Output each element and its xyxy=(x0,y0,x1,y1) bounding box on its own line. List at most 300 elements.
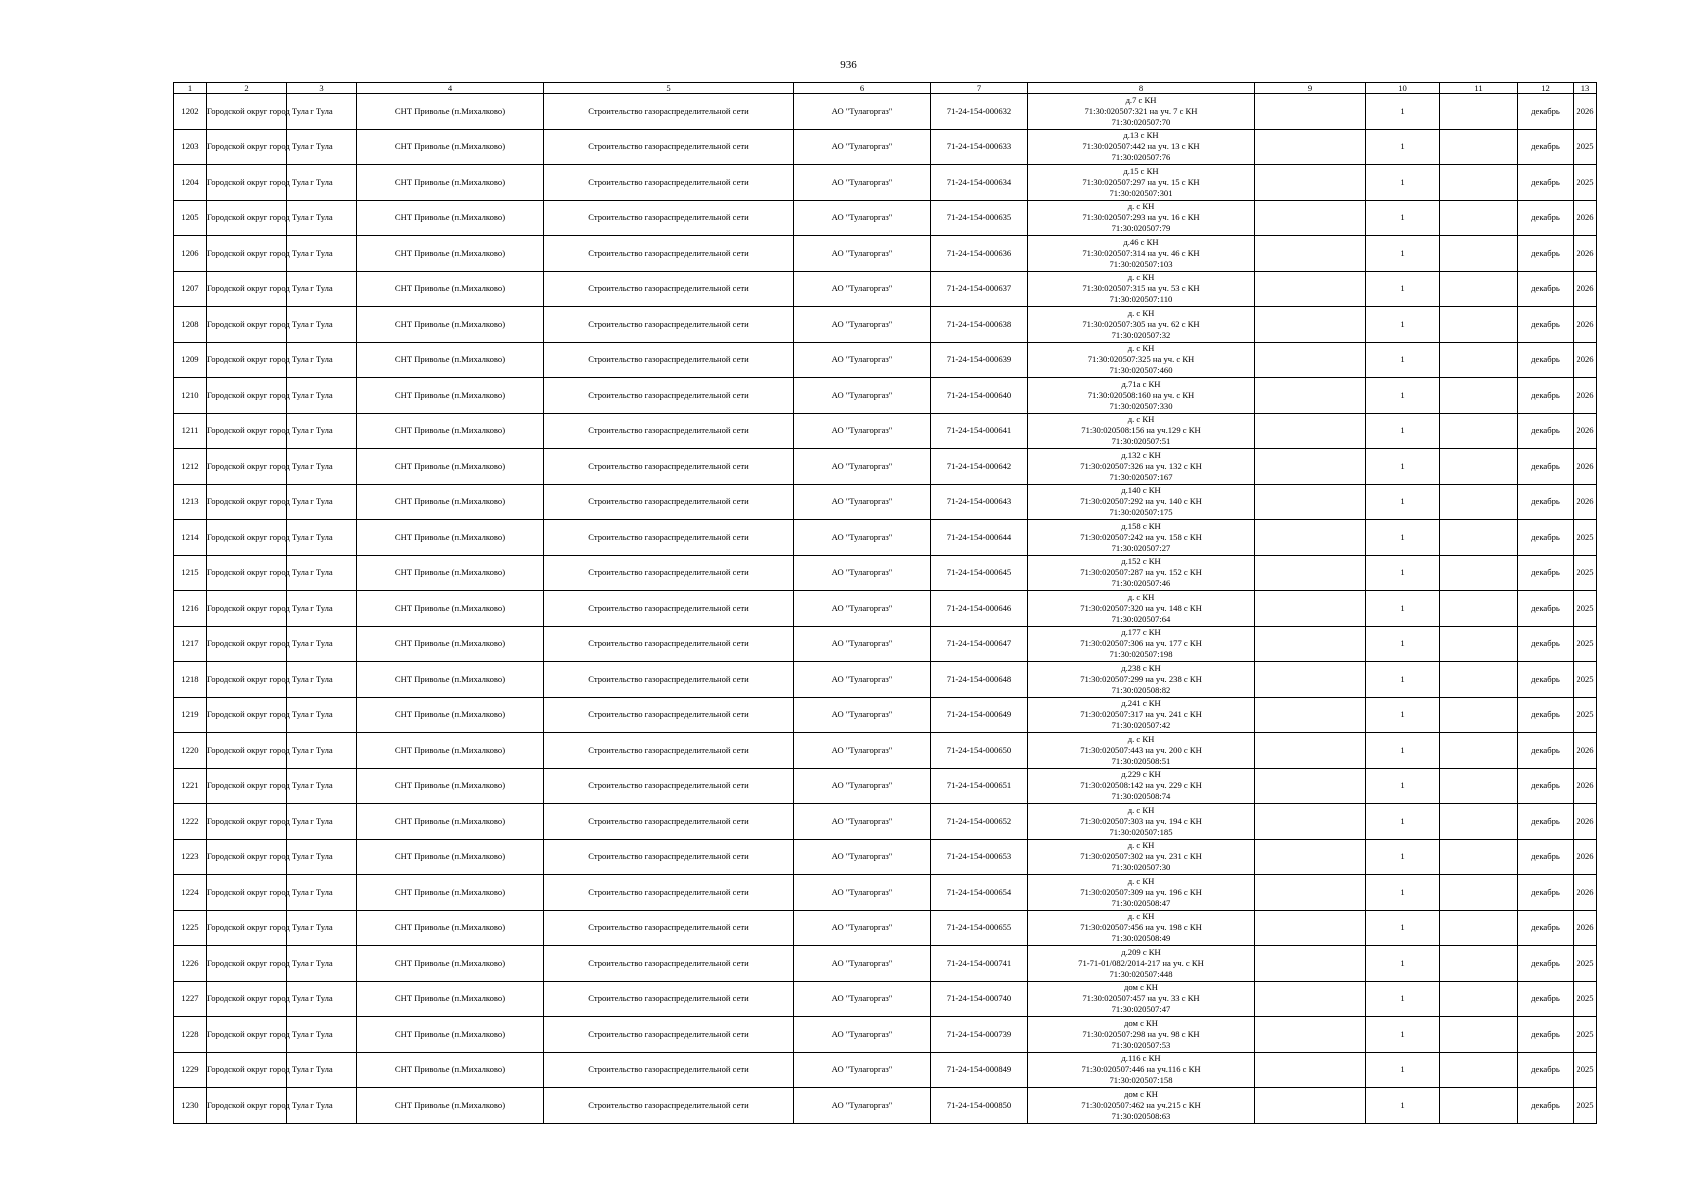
settlement-cell: СНТ Приволье (п.Михалково) xyxy=(357,484,544,520)
work-description-cell: Строительство газораспределительной сети xyxy=(544,768,794,804)
organization-cell: АО "Тулагоргаз" xyxy=(794,555,931,591)
locality-cell: г Тула xyxy=(287,236,357,272)
registry-code-cell: 71-24-154-000653 xyxy=(931,839,1028,875)
organization-cell: АО "Тулагоргаз" xyxy=(794,839,931,875)
column-9-cell xyxy=(1255,342,1366,378)
locality-cell: г Тула xyxy=(287,981,357,1017)
quantity-cell: 1 xyxy=(1366,449,1440,485)
locality-cell: г Тула xyxy=(287,733,357,769)
organization-cell: АО "Тулагоргаз" xyxy=(794,875,931,911)
column-11-cell xyxy=(1440,1017,1518,1053)
organization-cell: АО "Тулагоргаз" xyxy=(794,804,931,840)
address-cadastral-cell xyxy=(1028,271,1255,307)
column-11-cell xyxy=(1440,1088,1518,1124)
table-row xyxy=(174,165,1597,201)
registry-code-cell: 71-24-154-000633 xyxy=(931,129,1028,165)
organization-cell: АО "Тулагоргаз" xyxy=(794,626,931,662)
address-line-3: 71:30:020507:64 xyxy=(1111,613,1171,624)
month-cell: декабрь xyxy=(1518,271,1574,307)
month-cell: декабрь xyxy=(1518,129,1574,165)
quantity-cell: 1 xyxy=(1366,165,1440,201)
municipality-cell: Городской округ город Тула xyxy=(207,449,287,485)
registry-code-cell: 71-24-154-000741 xyxy=(931,946,1028,982)
registry-code-cell: 71-24-154-000849 xyxy=(931,1052,1028,1088)
work-description-cell: Строительство газораспределительной сети xyxy=(544,875,794,911)
column-9-cell xyxy=(1255,804,1366,840)
settlement-cell: СНТ Приволье (п.Михалково) xyxy=(357,804,544,840)
address-line-1: д. с КН xyxy=(1127,840,1155,851)
row-number-cell: 1230 xyxy=(174,1088,207,1124)
quantity-cell: 1 xyxy=(1366,1017,1440,1053)
address-line-3: 71:30:020507:103 xyxy=(1109,258,1173,269)
work-description-cell: Строительство газораспределительной сети xyxy=(544,520,794,556)
month-cell: декабрь xyxy=(1518,804,1574,840)
organization-cell: АО "Тулагоргаз" xyxy=(794,484,931,520)
municipality-cell: Городской округ город Тула xyxy=(207,768,287,804)
quantity-cell: 1 xyxy=(1366,271,1440,307)
settlement-cell: СНТ Приволье (п.Михалково) xyxy=(357,591,544,627)
row-number-cell: 1208 xyxy=(174,307,207,343)
address-line-3: 71:30:020508:82 xyxy=(1111,684,1171,695)
address-line-1: д.152 с КН xyxy=(1121,556,1161,567)
row-number-cell: 1221 xyxy=(174,768,207,804)
locality-cell: г Тула xyxy=(287,484,357,520)
header-cell-5: 5 xyxy=(544,83,794,94)
work-description-cell: Строительство газораспределительной сети xyxy=(544,1088,794,1124)
address-line-3: 71:30:020508:63 xyxy=(1111,1110,1171,1121)
table-row xyxy=(174,378,1597,414)
address-cadastral-cell xyxy=(1028,449,1255,485)
header-cell-3: 3 xyxy=(287,83,357,94)
quantity-cell: 1 xyxy=(1366,662,1440,698)
column-9-cell xyxy=(1255,733,1366,769)
organization-cell: АО "Тулагоргаз" xyxy=(794,94,931,130)
quantity-cell: 1 xyxy=(1366,697,1440,733)
address-line-1: д. с КН xyxy=(1127,343,1155,354)
address-line-3: 71:30:020507:110 xyxy=(1109,294,1173,305)
municipality-cell: Городской округ город Тула xyxy=(207,910,287,946)
municipality-cell: Городской округ город Тула xyxy=(207,946,287,982)
organization-cell: АО "Тулагоргаз" xyxy=(794,413,931,449)
organization-cell: АО "Тулагоргаз" xyxy=(794,662,931,698)
municipality-cell: Городской округ город Тула xyxy=(207,981,287,1017)
row-number-cell: 1203 xyxy=(174,129,207,165)
row-number-cell: 1215 xyxy=(174,555,207,591)
table-row xyxy=(174,910,1597,946)
address-line-2: 71:30:020507:321 на уч. 7 с КН xyxy=(1084,105,1198,116)
settlement-cell: СНТ Приволье (п.Михалково) xyxy=(357,271,544,307)
address-line-3: 71:30:020507:175 xyxy=(1109,507,1173,518)
municipality-cell: Городской округ город Тула xyxy=(207,413,287,449)
table-row xyxy=(174,662,1597,698)
header-cell-2: 2 xyxy=(207,83,287,94)
address-line-2: 71:30:020507:287 на уч. 152 с КН xyxy=(1080,567,1202,578)
locality-cell: г Тула xyxy=(287,94,357,130)
column-11-cell xyxy=(1440,626,1518,662)
column-11-cell xyxy=(1440,378,1518,414)
year-cell: 2026 xyxy=(1574,910,1597,946)
locality-cell: г Тула xyxy=(287,591,357,627)
header-row xyxy=(174,83,1597,94)
header-cell-12: 12 xyxy=(1518,83,1574,94)
quantity-cell: 1 xyxy=(1366,875,1440,911)
address-line-3: 71:30:020507:167 xyxy=(1109,471,1173,482)
address-line-2: 71:30:020507:242 на уч. 158 с КН xyxy=(1080,531,1202,542)
address-line-1: д. с КН xyxy=(1127,804,1155,815)
municipality-cell: Городской округ город Тула xyxy=(207,342,287,378)
row-number-cell: 1205 xyxy=(174,200,207,236)
column-9-cell xyxy=(1255,1052,1366,1088)
settlement-cell: СНТ Приволье (п.Михалково) xyxy=(357,626,544,662)
address-line-1: д. с КН xyxy=(1127,875,1155,886)
locality-cell: г Тула xyxy=(287,555,357,591)
column-11-cell xyxy=(1440,555,1518,591)
address-line-2: 71:30:020507:457 на уч. 33 с КН xyxy=(1082,993,1200,1004)
address-line-2: 71:30:020507:462 на уч.215 с КН xyxy=(1081,1099,1201,1110)
row-number-cell: 1216 xyxy=(174,591,207,627)
municipality-cell: Городской округ город Тула xyxy=(207,307,287,343)
header-cell-6: 6 xyxy=(794,83,931,94)
registry-code-cell: 71-24-154-000651 xyxy=(931,768,1028,804)
row-number-cell: 1211 xyxy=(174,413,207,449)
settlement-cell: СНТ Приволье (п.Михалково) xyxy=(357,520,544,556)
settlement-cell: СНТ Приволье (п.Михалково) xyxy=(357,1017,544,1053)
column-9-cell xyxy=(1255,94,1366,130)
settlement-cell: СНТ Приволье (п.Михалково) xyxy=(357,307,544,343)
column-11-cell xyxy=(1440,981,1518,1017)
organization-cell: АО "Тулагоргаз" xyxy=(794,449,931,485)
table-row xyxy=(174,555,1597,591)
column-11-cell xyxy=(1440,804,1518,840)
table-row xyxy=(174,591,1597,627)
work-description-cell: Строительство газораспределительной сети xyxy=(544,129,794,165)
quantity-cell: 1 xyxy=(1366,413,1440,449)
municipality-cell: Городской округ город Тула xyxy=(207,733,287,769)
settlement-cell: СНТ Приволье (п.Михалково) xyxy=(357,697,544,733)
address-line-1: д.140 с КН xyxy=(1121,485,1161,496)
year-cell: 2026 xyxy=(1574,733,1597,769)
address-line-2: 71:30:020507:326 на уч. 132 с КН xyxy=(1080,460,1202,471)
address-line-2: 71:30:020507:299 на уч. 238 с КН xyxy=(1080,673,1202,684)
settlement-cell: СНТ Приволье (п.Михалково) xyxy=(357,413,544,449)
quantity-cell: 1 xyxy=(1366,768,1440,804)
column-9-cell xyxy=(1255,555,1366,591)
address-line-2: 71:30:020507:306 на уч. 177 с КН xyxy=(1080,638,1202,649)
header-cell-9: 9 xyxy=(1255,83,1366,94)
registry-code-cell: 71-24-154-000647 xyxy=(931,626,1028,662)
column-11-cell xyxy=(1440,662,1518,698)
locality-cell: г Тула xyxy=(287,804,357,840)
address-line-2: 71:30:020507:446 на уч.116 с КН xyxy=(1081,1064,1201,1075)
column-11-cell xyxy=(1440,236,1518,272)
month-cell: декабрь xyxy=(1518,307,1574,343)
address-line-1: д.46 с КН xyxy=(1123,236,1159,247)
registry-code-cell: 71-24-154-000646 xyxy=(931,591,1028,627)
table-row xyxy=(174,236,1597,272)
settlement-cell: СНТ Приволье (п.Михалково) xyxy=(357,129,544,165)
row-number-cell: 1219 xyxy=(174,697,207,733)
address-line-3: 71:30:020507:330 xyxy=(1109,400,1173,411)
header-cell-11: 11 xyxy=(1440,83,1518,94)
month-cell: декабрь xyxy=(1518,946,1574,982)
header-cell-4: 4 xyxy=(357,83,544,94)
address-cadastral-cell xyxy=(1028,236,1255,272)
year-cell: 2025 xyxy=(1574,946,1597,982)
address-line-1: д.158 с КН xyxy=(1121,520,1161,531)
locality-cell: г Тула xyxy=(287,1017,357,1053)
table-row xyxy=(174,981,1597,1017)
month-cell: декабрь xyxy=(1518,839,1574,875)
registry-code-cell: 71-24-154-000643 xyxy=(931,484,1028,520)
month-cell: декабрь xyxy=(1518,1017,1574,1053)
address-line-3: 71:30:020507:448 xyxy=(1109,968,1173,979)
row-number-cell: 1229 xyxy=(174,1052,207,1088)
work-description-cell: Строительство газораспределительной сети xyxy=(544,733,794,769)
settlement-cell: СНТ Приволье (п.Михалково) xyxy=(357,1052,544,1088)
address-line-1: д.177 с КН xyxy=(1121,627,1161,638)
municipality-cell: Городской округ город Тула xyxy=(207,804,287,840)
table-body xyxy=(174,94,1597,1124)
address-line-3: 71:30:020507:79 xyxy=(1111,223,1171,234)
registry-code-cell: 71-24-154-000654 xyxy=(931,875,1028,911)
year-cell: 2025 xyxy=(1574,697,1597,733)
organization-cell: АО "Тулагоргаз" xyxy=(794,520,931,556)
quantity-cell: 1 xyxy=(1366,307,1440,343)
header-cell-1: 1 xyxy=(174,83,207,94)
settlement-cell: СНТ Приволье (п.Михалково) xyxy=(357,165,544,201)
work-description-cell: Строительство газораспределительной сети xyxy=(544,342,794,378)
address-line-2: 71:30:020507:293 на уч. 16 с КН xyxy=(1082,212,1200,223)
table-row xyxy=(174,484,1597,520)
work-description-cell: Строительство газораспределительной сети xyxy=(544,449,794,485)
locality-cell: г Тула xyxy=(287,413,357,449)
table-row xyxy=(174,271,1597,307)
column-11-cell xyxy=(1440,768,1518,804)
column-9-cell xyxy=(1255,271,1366,307)
address-line-2: 71:30:020507:456 на уч. 198 с КН xyxy=(1080,922,1202,933)
row-number-cell: 1225 xyxy=(174,910,207,946)
municipality-cell: Городской округ город Тула xyxy=(207,875,287,911)
address-line-2: 71:30:020508:160 на уч. с КН xyxy=(1087,389,1195,400)
table-row xyxy=(174,1088,1597,1124)
registry-code-cell: 71-24-154-000850 xyxy=(931,1088,1028,1124)
year-cell: 2026 xyxy=(1574,271,1597,307)
column-11-cell xyxy=(1440,449,1518,485)
year-cell: 2026 xyxy=(1574,413,1597,449)
month-cell: декабрь xyxy=(1518,662,1574,698)
work-description-cell: Строительство газораспределительной сети xyxy=(544,484,794,520)
month-cell: декабрь xyxy=(1518,342,1574,378)
address-line-2: 71:30:020507:305 на уч. 62 с КН xyxy=(1082,318,1200,329)
year-cell: 2025 xyxy=(1574,626,1597,662)
address-cadastral-cell xyxy=(1028,875,1255,911)
year-cell: 2026 xyxy=(1574,449,1597,485)
registry-code-cell: 71-24-154-000650 xyxy=(931,733,1028,769)
address-line-1: д.241 с КН xyxy=(1121,698,1161,709)
address-cadastral-cell xyxy=(1028,804,1255,840)
settlement-cell: СНТ Приволье (п.Михалково) xyxy=(357,342,544,378)
quantity-cell: 1 xyxy=(1366,591,1440,627)
settlement-cell: СНТ Приволье (п.Михалково) xyxy=(357,378,544,414)
table-row xyxy=(174,520,1597,556)
address-cadastral-cell xyxy=(1028,839,1255,875)
month-cell: декабрь xyxy=(1518,413,1574,449)
column-9-cell xyxy=(1255,626,1366,662)
address-cadastral-cell xyxy=(1028,591,1255,627)
work-description-cell: Строительство газораспределительной сети xyxy=(544,839,794,875)
row-number-cell: 1217 xyxy=(174,626,207,662)
month-cell: декабрь xyxy=(1518,697,1574,733)
address-line-1: д.71а с КН xyxy=(1121,378,1161,389)
table-row xyxy=(174,449,1597,485)
year-cell: 2025 xyxy=(1574,129,1597,165)
month-cell: декабрь xyxy=(1518,520,1574,556)
month-cell: декабрь xyxy=(1518,1088,1574,1124)
settlement-cell: СНТ Приволье (п.Михалково) xyxy=(357,449,544,485)
organization-cell: АО "Тулагоргаз" xyxy=(794,768,931,804)
address-line-2: 71:30:020507:325 на уч. с КН xyxy=(1087,354,1195,365)
municipality-cell: Городской округ город Тула xyxy=(207,271,287,307)
address-line-3: 71:30:020507:301 xyxy=(1109,187,1173,198)
organization-cell: АО "Тулагоргаз" xyxy=(794,946,931,982)
registry-code-cell: 71-24-154-000645 xyxy=(931,555,1028,591)
table-row xyxy=(174,768,1597,804)
page-number: 936 xyxy=(840,59,857,71)
row-number-cell: 1202 xyxy=(174,94,207,130)
work-description-cell: Строительство газораспределительной сети xyxy=(544,94,794,130)
settlement-cell: СНТ Приволье (п.Михалково) xyxy=(357,733,544,769)
registry-code-cell: 71-24-154-000649 xyxy=(931,697,1028,733)
table-row xyxy=(174,875,1597,911)
address-cadastral-cell xyxy=(1028,165,1255,201)
organization-cell: АО "Тулагоргаз" xyxy=(794,1017,931,1053)
work-description-cell: Строительство газораспределительной сети xyxy=(544,307,794,343)
registry-code-cell: 71-24-154-000638 xyxy=(931,307,1028,343)
year-cell: 2025 xyxy=(1574,591,1597,627)
work-description-cell: Строительство газораспределительной сети xyxy=(544,626,794,662)
municipality-cell: Городской округ город Тула xyxy=(207,94,287,130)
column-11-cell xyxy=(1440,129,1518,165)
address-line-1: д. с КН xyxy=(1127,591,1155,602)
address-line-1: д. с КН xyxy=(1127,911,1155,922)
table-row xyxy=(174,307,1597,343)
column-11-cell xyxy=(1440,484,1518,520)
work-description-cell: Строительство газораспределительной сети xyxy=(544,1017,794,1053)
quantity-cell: 1 xyxy=(1366,1088,1440,1124)
settlement-cell: СНТ Приволье (п.Михалково) xyxy=(357,768,544,804)
quantity-cell: 1 xyxy=(1366,484,1440,520)
year-cell: 2026 xyxy=(1574,768,1597,804)
address-cadastral-cell xyxy=(1028,307,1255,343)
registry-code-cell: 71-24-154-000636 xyxy=(931,236,1028,272)
registry-code-cell: 71-24-154-000634 xyxy=(931,165,1028,201)
address-line-1: дом с КН xyxy=(1124,1088,1158,1099)
row-number-cell: 1226 xyxy=(174,946,207,982)
address-line-2: 71:30:020507:315 на уч. 53 с КН xyxy=(1082,283,1200,294)
column-9-cell xyxy=(1255,768,1366,804)
locality-cell: г Тула xyxy=(287,200,357,236)
month-cell: декабрь xyxy=(1518,165,1574,201)
municipality-cell: Городской округ город Тула xyxy=(207,129,287,165)
registry-code-cell: 71-24-154-000632 xyxy=(931,94,1028,130)
quantity-cell: 1 xyxy=(1366,342,1440,378)
column-9-cell xyxy=(1255,875,1366,911)
registry-code-cell: 71-24-154-000637 xyxy=(931,271,1028,307)
table-row xyxy=(174,626,1597,662)
year-cell: 2026 xyxy=(1574,94,1597,130)
address-line-1: д.132 с КН xyxy=(1121,449,1161,460)
address-cadastral-cell xyxy=(1028,1052,1255,1088)
quantity-cell: 1 xyxy=(1366,839,1440,875)
locality-cell: г Тула xyxy=(287,378,357,414)
work-description-cell: Строительство газораспределительной сети xyxy=(544,200,794,236)
table-row xyxy=(174,1017,1597,1053)
column-11-cell xyxy=(1440,875,1518,911)
municipality-cell: Городской округ город Тула xyxy=(207,662,287,698)
municipality-cell: Городской округ город Тула xyxy=(207,555,287,591)
year-cell: 2025 xyxy=(1574,1052,1597,1088)
column-9-cell xyxy=(1255,591,1366,627)
month-cell: декабрь xyxy=(1518,626,1574,662)
registry-code-cell: 71-24-154-000655 xyxy=(931,910,1028,946)
work-description-cell: Строительство газораспределительной сети xyxy=(544,555,794,591)
year-cell: 2025 xyxy=(1574,1017,1597,1053)
table-row xyxy=(174,342,1597,378)
registry-code-cell: 71-24-154-000648 xyxy=(931,662,1028,698)
address-line-2: 71:30:020507:317 на уч. 241 с КН xyxy=(1080,709,1202,720)
municipality-cell: Городской округ город Тула xyxy=(207,200,287,236)
address-line-2: 71:30:020507:443 на уч. 200 с КН xyxy=(1080,744,1202,755)
header-cell-10: 10 xyxy=(1366,83,1440,94)
year-cell: 2026 xyxy=(1574,236,1597,272)
column-11-cell xyxy=(1440,591,1518,627)
month-cell: декабрь xyxy=(1518,910,1574,946)
address-cadastral-cell xyxy=(1028,94,1255,130)
address-line-2: 71:30:020507:302 на уч. 231 с КН xyxy=(1080,851,1202,862)
address-line-2: 71:30:020507:309 на уч. 196 с КН xyxy=(1080,886,1202,897)
address-cadastral-cell xyxy=(1028,555,1255,591)
locality-cell: г Тула xyxy=(287,165,357,201)
address-line-2: 71-71-01/082/2014-217 на уч. с КН xyxy=(1078,957,1204,968)
work-description-cell: Строительство газораспределительной сети xyxy=(544,413,794,449)
row-number-cell: 1224 xyxy=(174,875,207,911)
address-line-1: дом с КН xyxy=(1124,982,1158,993)
quantity-cell: 1 xyxy=(1366,200,1440,236)
address-line-1: дом с КН xyxy=(1124,1017,1158,1028)
column-9-cell xyxy=(1255,1017,1366,1053)
address-cadastral-cell xyxy=(1028,910,1255,946)
row-number-cell: 1204 xyxy=(174,165,207,201)
address-cadastral-cell xyxy=(1028,413,1255,449)
address-cadastral-cell xyxy=(1028,768,1255,804)
municipality-cell: Городской округ город Тула xyxy=(207,591,287,627)
address-line-2: 71:30:020507:320 на уч. 148 с КН xyxy=(1080,602,1202,613)
year-cell: 2026 xyxy=(1574,804,1597,840)
settlement-cell: СНТ Приволье (п.Михалково) xyxy=(357,946,544,982)
quantity-cell: 1 xyxy=(1366,555,1440,591)
row-number-cell: 1223 xyxy=(174,839,207,875)
address-line-3: 71:30:020507:46 xyxy=(1111,578,1171,589)
address-line-2: 71:30:020507:298 на уч. 98 с КН xyxy=(1082,1028,1200,1039)
address-cadastral-cell xyxy=(1028,697,1255,733)
work-description-cell: Строительство газораспределительной сети xyxy=(544,378,794,414)
organization-cell: АО "Тулагоргаз" xyxy=(794,342,931,378)
address-line-3: 71:30:020507:70 xyxy=(1111,116,1171,127)
table-row xyxy=(174,200,1597,236)
work-description-cell: Строительство газораспределительной сети xyxy=(544,804,794,840)
year-cell: 2026 xyxy=(1574,342,1597,378)
row-number-cell: 1206 xyxy=(174,236,207,272)
